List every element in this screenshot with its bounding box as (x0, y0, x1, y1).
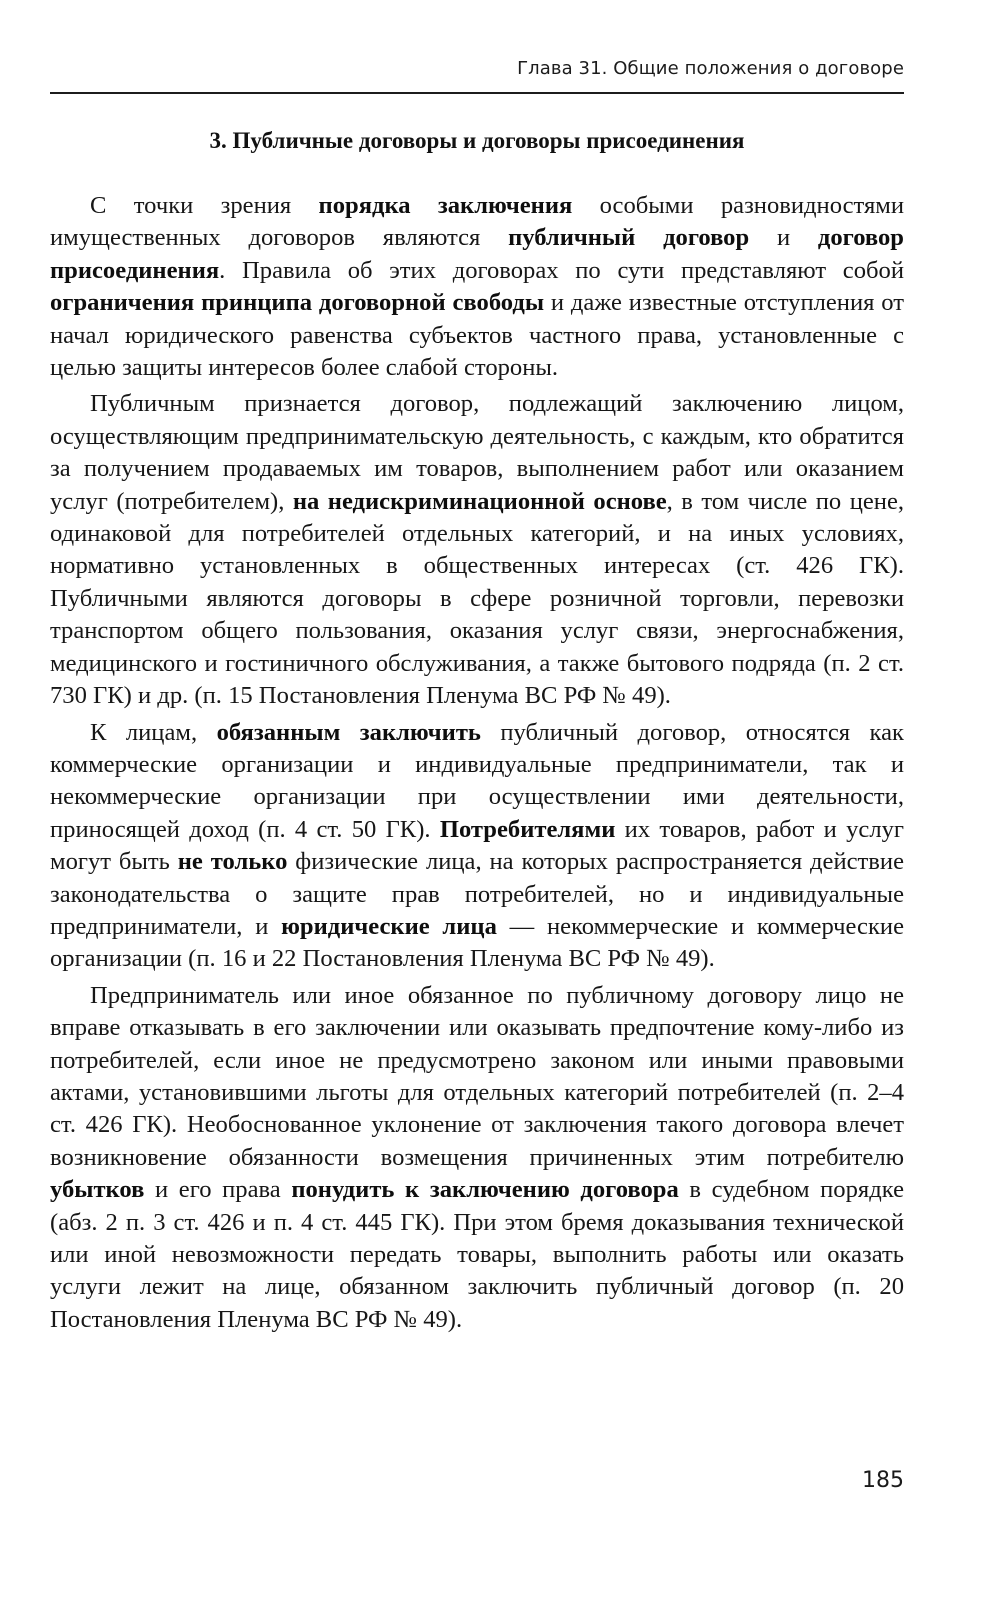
bold-term: Потребителями (439, 815, 616, 843)
paragraph (50, 190, 904, 384)
text-run: физические лица, на которых распространяется действие законодательства о защите прав потребителей, но и индивидуальные предприниматели, и (50, 848, 904, 940)
page-number: 185 (862, 1468, 904, 1493)
bold-term: убытков (50, 1176, 145, 1204)
bold-term: договор присоединения (50, 224, 904, 284)
paragraph (50, 388, 904, 712)
paragraph (50, 717, 904, 976)
text-run: и даже известные отступления от начал юридического равенства субъектов частного права, установленные с целью защиты интересов более слабой стороны. (50, 289, 905, 382)
text-run: особыми разновидностями имущественных договоров являются (50, 192, 904, 252)
bold-term: понудить к заключению договора (291, 1176, 679, 1204)
text-run: и его права (144, 1176, 292, 1204)
text-run: и (749, 224, 818, 252)
text-run: К лицам, (90, 718, 217, 746)
text-run: в судебном порядке (абз. 2 п. 3 ст. 426 и п. 4 ст. 445 ГК). При этом бремя доказывания технической или иной невозможности передать товары, выполнить работы или оказать услуги лежит на лице, обязанном заключить публичный договор (п. 20 Постановления Пленума ВС РФ № 49). (50, 1176, 904, 1333)
bold-term: на недискриминационной основе (292, 487, 667, 515)
text-run: публичный договор, относятся как коммерческие организации и индивидуальные предприниматели, так и некоммерческие организации при осуществлении ими деятельности, приносящей доход (п. 4 ст. 50 ГК). (50, 718, 904, 843)
text-run: Предприниматель или иное обязанное по публичному договору лицо не вправе отказывать в его заключении или оказывать предпочтение кому-либо из потребителей, если иное не предусмотрено законом или иными правовыми актами, установившими льготы для отдельных категорий потребителей (п. 2–4 ст. 426 ГК). Необоснованное уклонение от заключения такого договора влечет возникновение обязанности возмещения причиненных этим потребителю (50, 981, 904, 1171)
running-header: Глава 31. Общие положения о договоре (517, 58, 904, 79)
bold-term: юридические лица (281, 912, 497, 940)
bold-term: ограничения принципа договорной свободы (50, 289, 545, 317)
text-run: , в том числе по цене, одинаковой для потребителей отдельных категорий, и на иных условиях, нормативно установленных в общественных интересах (ст. 426 ГК). Публичными являются договоры в сфере розничной торговли, перевозки транспортом общего пользования, оказания услуг связи, энергоснабжения, медицинского и гостиничного обслуживания, а также бытового подряда (п. 2 ст. 730 ГК) и др. (п. 15 Постановления Пленума ВС РФ № 49). (50, 487, 905, 710)
bold-term: публичный договор (508, 224, 750, 252)
bold-term: порядка заключения (318, 192, 573, 219)
text-run: их товаров, работ и услуг могут быть (50, 815, 904, 876)
header-rule (50, 92, 904, 94)
text-run: С точки зрения (90, 192, 319, 219)
paragraph (50, 980, 904, 1336)
text-run: . Правила об этих договорах по сути представляют собой (219, 256, 904, 284)
text-run: Публичным признается договор, подлежащий заключению лицом, осуществляющим предпринимательскую деятельность, с каждым, кто обратится за получением продаваемых им товаров, выполнением работ или оказанием услуг (потребителем), (50, 390, 904, 515)
bold-term: не только (177, 848, 288, 876)
text-run: — некоммерческие и коммерческие организации (п. 16 и 22 Постановления Пленума ВС РФ № 49). (50, 912, 904, 973)
body-text (50, 190, 904, 1340)
section-title: 3. Публичные договоры и договоры присоединения (209, 128, 745, 153)
bold-term: обязанным заключить (216, 718, 481, 746)
